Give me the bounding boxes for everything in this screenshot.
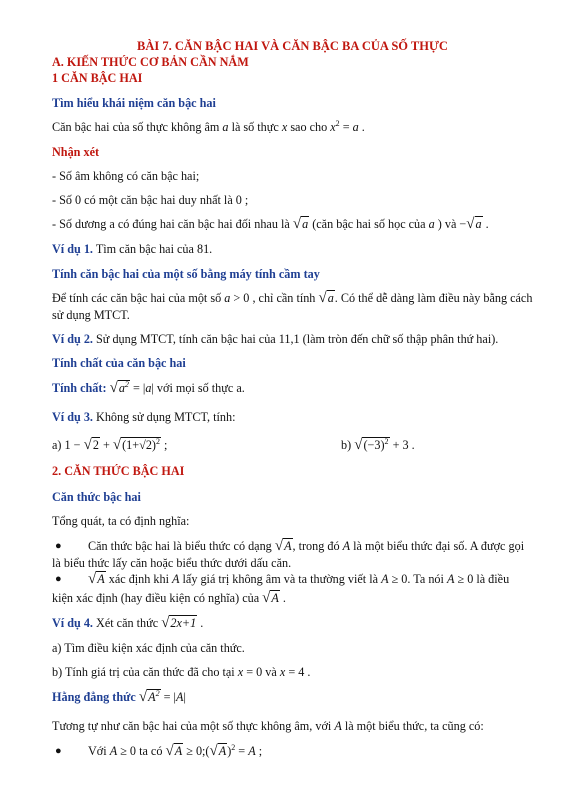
bullet-icon: ●	[55, 540, 62, 552]
general-text: Tổng quát, ta có định nghĩa:	[52, 514, 190, 528]
example-4-part-a: a) Tìm điều kiện xác định của căn thức.	[52, 641, 245, 655]
section-2-heading: 2. CĂN THỨC BẬC HAI	[52, 464, 185, 478]
calculator-heading: Tính căn bậc hai của một số bằng máy tính cầm tay	[52, 267, 320, 281]
example-2: Ví dụ 2. Sử dụng MTCT, tính căn bậc hai của 11,1 (làm tròn đến chữ số thập phân thứ hai).	[52, 332, 499, 346]
example-3: Ví dụ 3. Không sử dụng MTCT, tính:	[52, 410, 236, 424]
title: BÀI 7. CĂN BẬC HAI VÀ CĂN BẬC BA CỦA SỐ THỰC	[137, 39, 448, 53]
remark-heading: Nhận xét	[52, 145, 100, 159]
example-3-part-a: a) $1 - √2 + √(1+√2)^2$ ;	[52, 436, 168, 453]
example-4-part-b: b) Tính giá trị của căn thức đã cho tại x = 0 và x = 4 .	[52, 665, 311, 679]
section-1-heading: 1 CĂN BẬC HAI	[52, 71, 143, 85]
identity-heading: Hằng đẳng thức $√A^2 = |A|$	[52, 688, 186, 705]
remark-3: - Số dương a có đúng hai căn bậc hai đối nhau là √a (căn bậc hai số học của a ) và −√a .	[52, 216, 489, 232]
concept-heading: Tìm hiểu khái niệm căn bậc hai	[52, 96, 216, 110]
example-3-part-b: b) $√(-3)^2 + 3$ .	[341, 436, 415, 453]
property-heading: Tính chất của căn bậc hai	[52, 356, 186, 370]
last-bullet: Với A ≥ 0 ta có $√A \ge 0;(√A)^2 = A$ ;	[88, 742, 263, 759]
calculator-text-1: Để tính các căn bậc hai của một số a > 0 , chỉ cần tính √a. Có thể dễ dàng làm điều này bằng cách	[52, 290, 533, 306]
bullet-2-line-2: kiện xác định (hay điều kiện có nghĩa) của √A .	[52, 590, 286, 606]
section-a-heading: A. KIẾN THỨC CƠ BẢN CẦN NẮM	[52, 55, 249, 69]
remark-1: - Số âm không có căn bậc hai;	[52, 169, 200, 183]
example-4: Ví dụ 4. Xét căn thức √2x+1 .	[52, 615, 204, 631]
example-1: Ví dụ 1. Tìm căn bậc hai của 81.	[52, 242, 213, 256]
bullet-1-line-1: Căn thức bậc hai là biểu thức có dạng √A, trong đó A là một biểu thức đại số. A được gọi	[88, 538, 525, 554]
remark-2: - Số 0 có một căn bậc hai duy nhất là 0 ;	[52, 193, 249, 207]
radical-heading: Căn thức bậc hai	[52, 490, 141, 504]
analog-text: Tương tự như căn bậc hai của một số thực không âm, với A là một biểu thức, ta cũng có:	[52, 719, 484, 733]
bullet-icon: ●	[55, 745, 62, 757]
bullet-icon: ●	[55, 573, 62, 585]
bullet-2-line-1: √A xác định khi A lấy giá trị không âm và ta thường viết là A ≥ 0. Ta nói A ≥ 0 là điều	[88, 571, 510, 587]
calculator-text-2: sử dụng MTCT.	[52, 308, 130, 322]
bullet-1-line-2: là biểu thức lấy căn hoặc biểu thức dưới dấu căn.	[52, 556, 292, 570]
property-line: Tính chất: $√a^2 = |a|$ với mọi số thực a.	[52, 379, 245, 396]
definition-line: Căn bậc hai của số thực không âm a là số thực x sao cho $x^2 = a$ .	[52, 118, 365, 134]
